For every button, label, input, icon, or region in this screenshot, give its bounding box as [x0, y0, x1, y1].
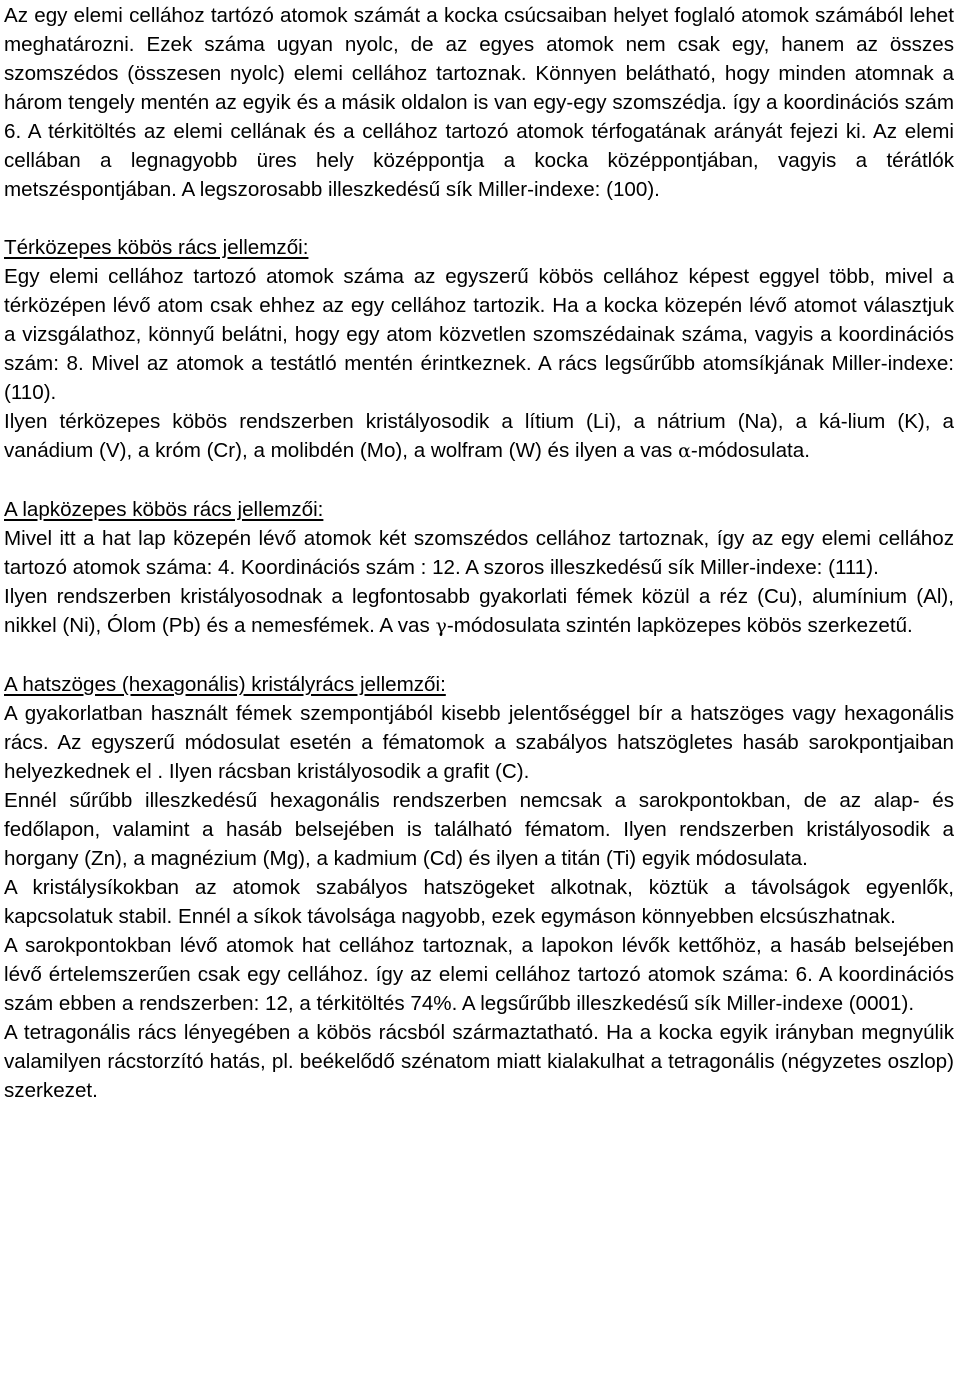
section-spacer	[4, 466, 960, 495]
alpha-symbol: α	[678, 440, 691, 462]
bcc-heading: Térközepes köbös rács jellemzői:	[4, 236, 309, 259]
tetragonal-paragraph: A tetragonális rács lényegében a köbös rácsból származtatható. Ha a kocka egyik irányban megnyúlik valamilyen rácstorzító hatás, pl. beékelődő szénatom miatt kialakulhat a tetragonális (négyzetes oszlop) szerkezet.	[4, 1021, 954, 1102]
hcp-paragraph-4: A sarokpontokban lévő atomok hat cellához tartoznak, a lapokon lévők kettőhöz, a hasáb belsejében lévő értelemszerűen csak egy cellához. így az elemi cellához tartozó atomok száma: 6. A koordinációs szám ebben a rendszerben: 12, a térkitöltés 74%. A legsűrűbb illeszkedésű sík Miller-indexe (0001).	[4, 934, 954, 1015]
bcc-paragraph-2	[4, 407, 954, 466]
fcc-heading: A lapközepes köbös rács jellemzői:	[4, 498, 324, 521]
section-spacer	[4, 204, 960, 233]
section-spacer	[4, 641, 960, 670]
hcp-paragraph-3: A kristálysíkokban az atomok szabályos hatszögeket alkotnak, köztük a távolságok egyenlők, kapcsolatuk stabil. Ennél a síkok távolsága nagyobb, ezek egymáson könnyebben elcsúszhatnak.	[4, 876, 954, 928]
gamma-symbol: γ	[435, 615, 447, 637]
bcc-paragraph-2-text: Ilyen térközepes köbös rendszerben kristályosodik a lítium (Li), a nátrium (Na), a ká-lium (K), a vanádium (V), a króm (Cr), a molibdén (Mo), a wolfram (W) és ilyen a vas	[4, 410, 954, 462]
bcc-paragraph-2-end: -módosulata.	[690, 439, 810, 462]
fcc-paragraph-1: Mivel itt a hat lap közepén lévő atomok két szomszédos cellához tartoznak, így az egy elemi cellához tartozó atomok száma: 4. Koordinációs szám : 12. A szoros illeszkedésű sík Miller-indexe: (111).	[4, 527, 954, 579]
fcc-paragraph-2	[4, 582, 954, 641]
intro-paragraph: Az egy elemi cellához tartózó atomok számát a kocka csúcsaiban helyet foglaló atomok számából lehet meghatározni. Ezek száma ugyan nyolc, de az egyes atomok nem csak egy, hanem az összes szomszédos (összesen nyolc) elemi cellához tartoznak. Könnyen belátható, hogy minden atomnak a három tengely mentén az egyik és a másik oldalon is van egy-egy szomszédja. így a koordinációs szám 6. A térkitöltés az elemi cellának és a cellához tartozó atomok térfogatának arányát fejezi ki. Az elemi cellában a legnagyobb üres hely középpontja a kocka középpontjában, vagyis a térátlók metszéspontjában. A legszorosabb illeszkedésű sík Miller-indexe: (100).	[4, 4, 954, 201]
hcp-heading: A hatszöges (hexagonális) kristályrács jellemzői:	[4, 673, 446, 696]
fcc-paragraph-2-end: -módosulata szintén lapközepes köbös szerkezetű.	[446, 614, 913, 637]
fcc-paragraph-2-text: Ilyen rendszerben kristályosodnak a legfontosabb gyakorlati fémek közül a réz (Cu), alumínium (Al), nikkel (Ni), Ólom (Pb) és a nemesfémek. A vas	[4, 585, 954, 637]
bcc-paragraph-1: Egy elemi cellához tartozó atomok száma az egyszerű köbös cellához képest eggyel több, mivel a térközépen lévő atom csak ehhez az egy cellához tartozik. Ha a kocka közepén lévő atomot választjuk a vizsgálathoz, könnyű belátni, hogy egy atom közvetlen szomszédainak száma, vagyis a koordinációs szám: 8. Mivel az atomok a testátló mentén érintkeznek. A rács legsűrűbb atomsíkjának Miller-indexe: (110).	[4, 265, 954, 404]
hcp-paragraph-1: A gyakorlatban használt fémek szempontjából kisebb jelentőséggel bír a hatszöges vagy hexagonális rács. Az egyszerű módosulat esetén a fématomok a szabályos hatszögletes hasáb sarokpontjaiban helyezkednek el . Ilyen rácsban kristályosodik a grafit (C).	[4, 702, 954, 783]
hcp-paragraph-2: Ennél sűrűbb illeszkedésű hexagonális rendszerben nemcsak a sarokpontokban, de az alap- és fedőlapon, valamint a hasáb belsejében is található fématom. Ilyen rendszerben kristályosodik a horgany (Zn), a magnézium (Mg), a kadmium (Cd) és ilyen a titán (Ti) egyik módosulata.	[4, 789, 954, 870]
